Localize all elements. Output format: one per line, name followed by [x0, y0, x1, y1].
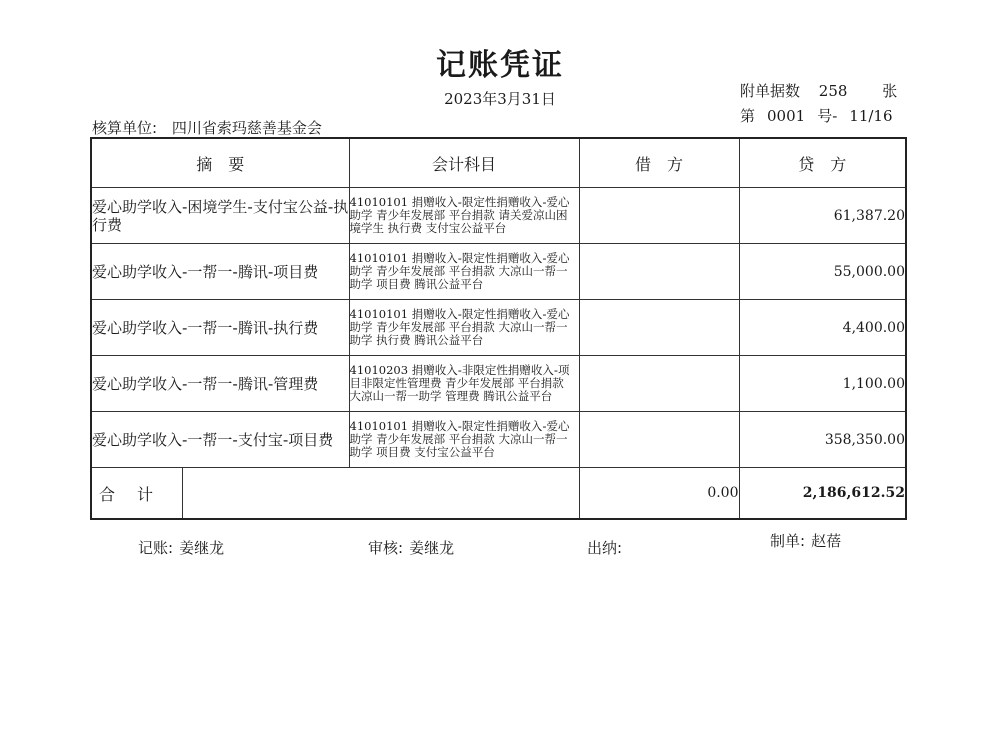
total-credit: 2,186,612.52 [739, 468, 906, 520]
row-account [349, 412, 579, 468]
row-account [349, 244, 579, 300]
account-name: 捐赠收入-限定性捐赠收入-爱心助学 青少年发展部 平台捐款 请关爱凉山困境学生 执行费 支付宝公益平台 [349, 195, 570, 235]
row-credit: 61,387.20 [739, 188, 906, 244]
account-name: 捐赠收入-限定性捐赠收入-爱心助学 青少年发展部 平台捐款 大凉山一帮一助学 项目费 腾讯公益平台 [349, 251, 570, 291]
account-code: 41010101 [349, 195, 409, 209]
voucher-number-suffix: 号- [817, 107, 838, 125]
voucher-number-value: 0001 [767, 107, 806, 125]
total-debit: 0.00 [579, 468, 739, 520]
table-row [91, 356, 906, 412]
row-debit [579, 412, 739, 468]
accounting-unit-label: 核算单位: [92, 119, 158, 137]
auditor-name: 姜继龙 [409, 539, 455, 557]
table-row [91, 188, 906, 244]
row-debit [579, 300, 739, 356]
table-row [91, 300, 906, 356]
account-name: 捐赠收入-限定性捐赠收入-爱心助学 青少年发展部 平台捐款 大凉山一帮一助学 执行费 腾讯公益平台 [349, 307, 570, 347]
row-account [349, 300, 579, 356]
table-row [91, 412, 906, 468]
attachment-count [740, 80, 897, 101]
row-account [349, 188, 579, 244]
total-label: 合计 [92, 468, 183, 518]
row-credit: 358,350.00 [739, 412, 906, 468]
attachment-label: 附单据数 [740, 82, 801, 100]
accounting-unit [92, 117, 322, 138]
row-debit [579, 188, 739, 244]
voucher-date: 2023年3月31日 [444, 90, 556, 108]
footer-preparer [770, 530, 841, 551]
row-credit: 1,100.00 [739, 356, 906, 412]
row-summary: 爱心助学收入-一帮一-腾讯-执行费 [91, 300, 349, 356]
voucher-title: 记账凭证 [436, 48, 564, 83]
row-summary: 爱心助学收入-一帮一-支付宝-项目费 [91, 412, 349, 468]
account-name: 捐赠收入-限定性捐赠收入-爱心助学 青少年发展部 平台捐款 大凉山一帮一助学 项目费 支付宝公益平台 [349, 419, 570, 459]
account-code: 41010101 [349, 251, 409, 265]
bookkeeper-name: 姜继龙 [179, 539, 225, 557]
account-code: 41010101 [349, 307, 409, 321]
header-summary: 摘 要 [91, 138, 349, 188]
row-credit: 4,400.00 [739, 300, 906, 356]
account-code: 41010101 [349, 419, 409, 433]
cashier-label: 出纳: [587, 539, 623, 557]
row-summary: 爱心助学收入-困境学生-支付宝公益-执行费 [91, 188, 349, 244]
header-debit: 借 方 [579, 138, 739, 188]
preparer-name: 赵蓓 [811, 532, 842, 550]
voucher-number-fraction: 11/16 [849, 107, 893, 125]
table-header-row [91, 138, 906, 188]
account-name: 捐赠收入-非限定性捐赠收入-项目非限定性管理费 青少年发展部 平台捐款 大凉山一帮一助学 管理费 腾讯公益平台 [349, 363, 570, 403]
row-credit: 55,000.00 [739, 244, 906, 300]
row-debit [579, 244, 739, 300]
account-code: 41010203 [349, 363, 409, 377]
row-debit [579, 356, 739, 412]
preparer-label: 制单: [770, 532, 806, 550]
total-label-cell [91, 468, 579, 520]
voucher-number [740, 105, 905, 126]
attachment-unit: 张 [882, 82, 898, 100]
voucher-table [90, 137, 907, 520]
bookkeeper-label: 记账: [138, 539, 174, 557]
voucher-number-prefix: 第 [740, 107, 756, 125]
footer-bookkeeper [138, 537, 224, 558]
auditor-label: 审核: [368, 539, 404, 557]
header-account: 会计科目 [349, 138, 579, 188]
attachment-number: 258 [818, 82, 848, 100]
accounting-unit-name: 四川省索玛慈善基金会 [171, 119, 322, 137]
header-credit: 贷 方 [739, 138, 906, 188]
table-row [91, 244, 906, 300]
row-account [349, 356, 579, 412]
row-summary: 爱心助学收入-一帮一-腾讯-项目费 [91, 244, 349, 300]
footer-cashier [587, 537, 628, 558]
total-row [91, 468, 906, 520]
row-summary: 爱心助学收入-一帮一-腾讯-管理费 [91, 356, 349, 412]
footer-auditor [368, 537, 454, 558]
